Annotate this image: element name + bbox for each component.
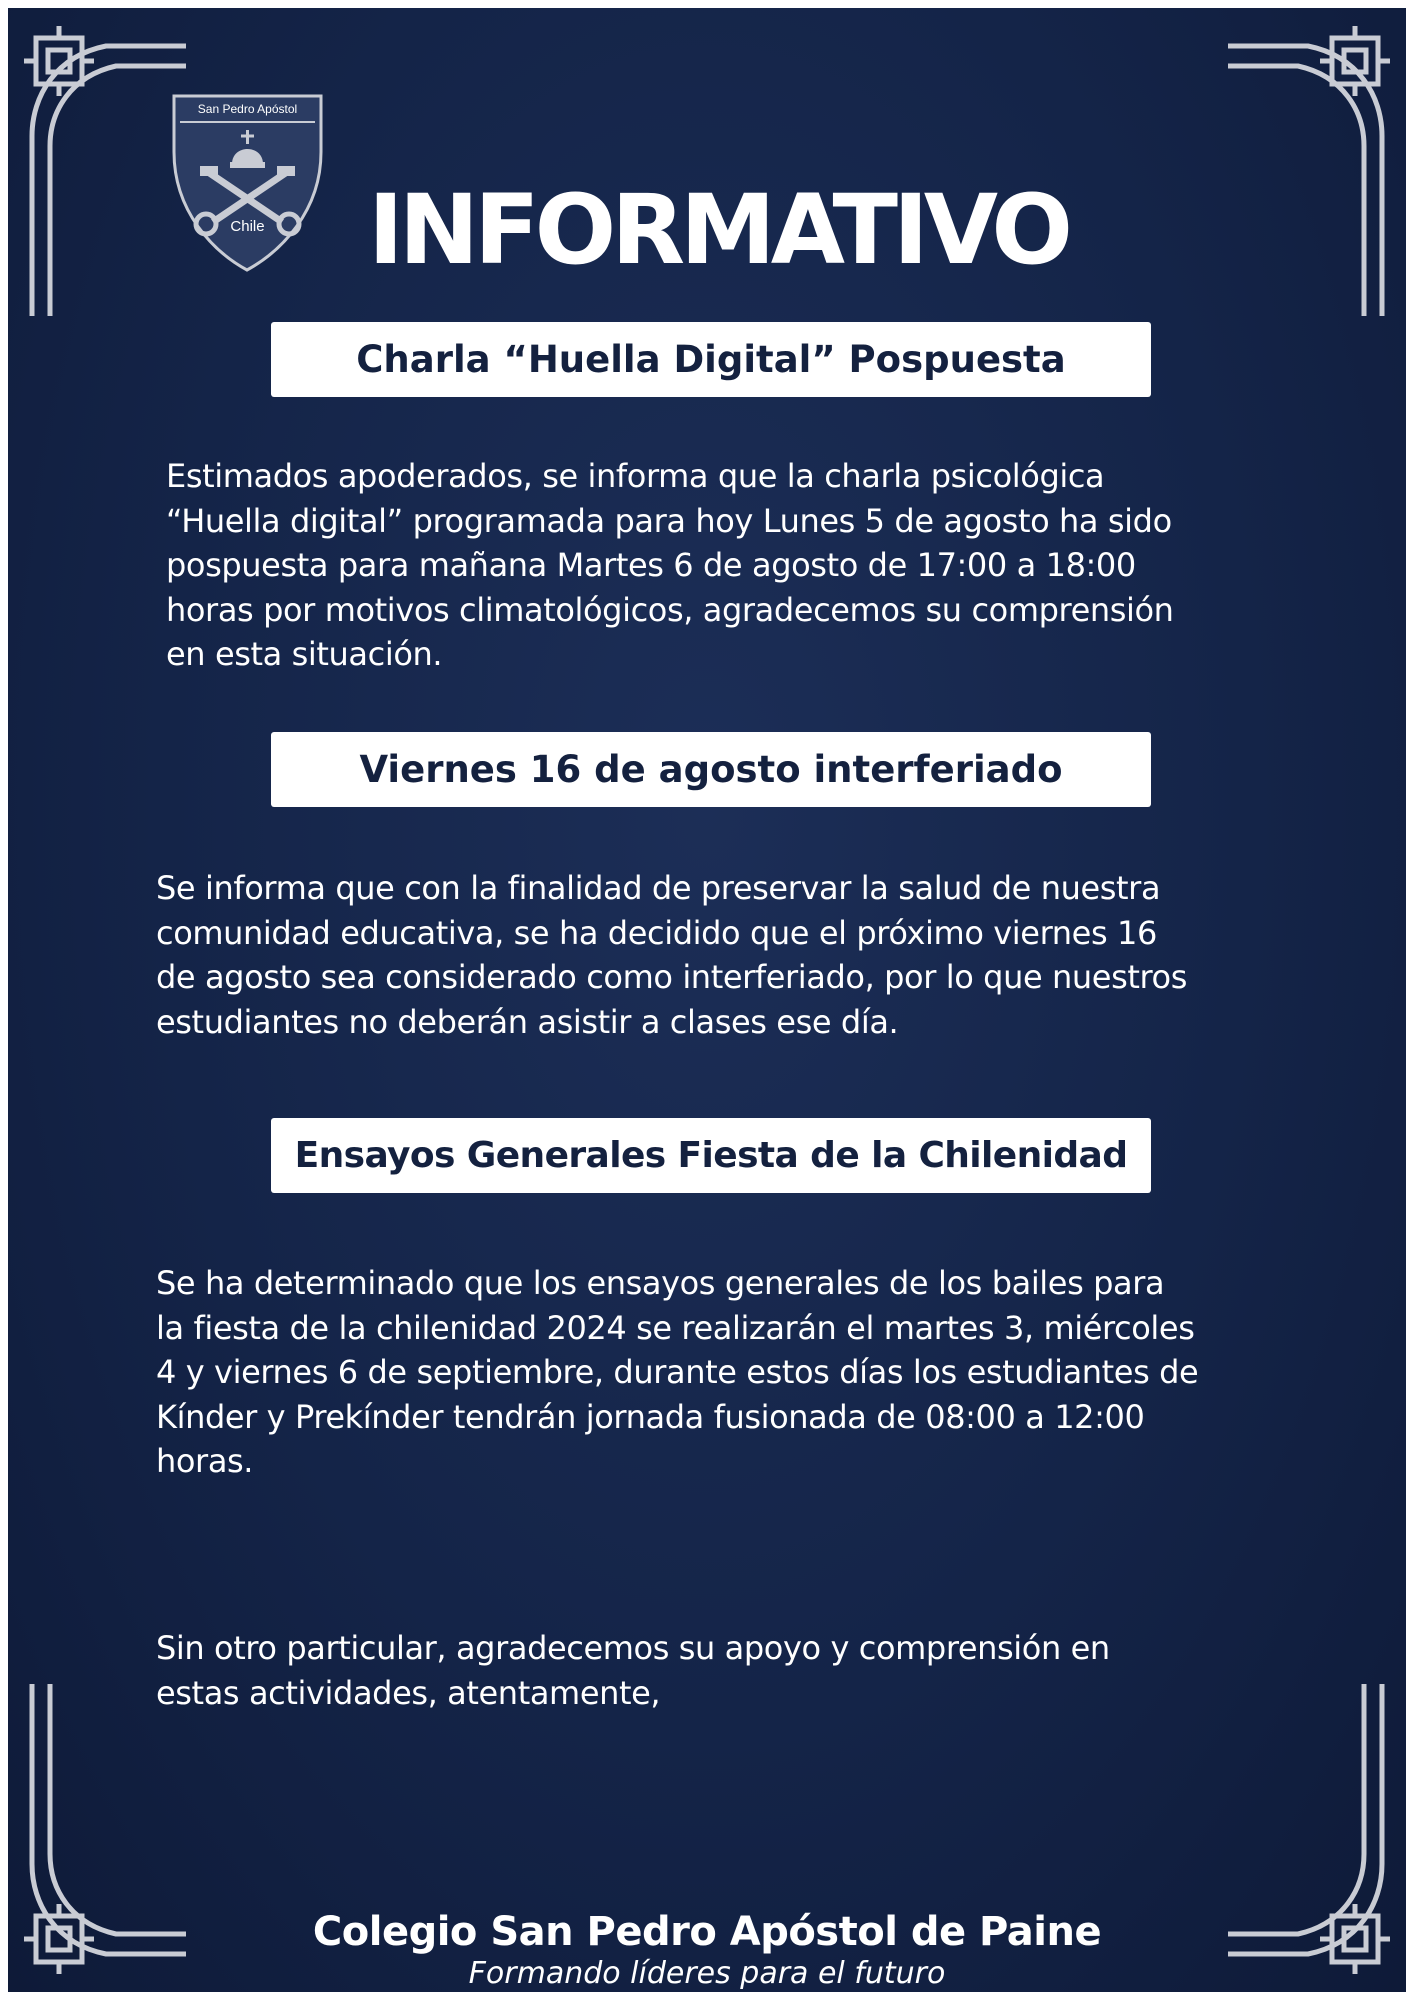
paragraph-line: Se ha determinado que los ensayos generales de los bailes para — [156, 1264, 1165, 1302]
paragraph-line: Kínder y Prekínder tendrán jornada fusionada de 08:00 a 12:00 — [156, 1397, 1145, 1436]
section-heading-ensayos: Ensayos Generales Fiesta de la Chilenidad — [271, 1118, 1151, 1193]
paragraph-line: estudiantes no deberán asistir a clases ese día. — [156, 1002, 899, 1041]
footer-motto: Formando líderes para el futuro — [468, 1956, 946, 1991]
school-crest-logo — [170, 92, 325, 274]
paragraph-line: Estimados apoderados, se informa que la charla psicológica — [166, 457, 1105, 495]
section-heading-interferiado: Viernes 16 de agosto interferiado — [271, 732, 1151, 807]
paragraph-line: Se informa que con la finalidad de preservar la salud de nuestra — [156, 869, 1161, 907]
page-title: INFORMATIVO — [368, 174, 1068, 286]
paragraph-line: horas por motivos climatológicos, agradecemos su comprensión — [166, 590, 1174, 629]
section-paragraph-charla — [166, 454, 1346, 677]
paragraph-line: “Huella digital” programada para hoy Lunes 5 de agosto ha sido — [166, 501, 1172, 540]
paragraph-line: la fiesta de la chilenidad 2024 se realizarán el martes 3, miércoles — [156, 1308, 1195, 1347]
corner-ornament-top-right — [1228, 16, 1398, 326]
paragraph-line: en esta situación. — [166, 635, 443, 673]
informative-poster — [8, 8, 1406, 1992]
closing-paragraph — [156, 1626, 1346, 1715]
section-paragraph-interferiado — [156, 866, 1346, 1044]
crest-top-text: San Pedro Apóstol — [197, 102, 298, 116]
paragraph-line: Sin otro particular, agradecemos su apoyo y comprensión en — [156, 1629, 1110, 1667]
paragraph-line: de agosto sea considerado como interferiado, por lo que nuestros — [156, 958, 1188, 996]
section-paragraph-ensayos — [156, 1261, 1346, 1484]
paragraph-line: pospuesta para mañana Martes 6 de agosto de 17:00 a 18:00 — [166, 546, 1136, 584]
footer-school-name: Colegio San Pedro Apóstol de Paine — [312, 1909, 1102, 1955]
section-heading-charla: Charla “Huella Digital” Pospuesta — [271, 322, 1151, 397]
paragraph-line: 4 y viernes 6 de septiembre, durante estos días los estudiantes de — [156, 1353, 1199, 1391]
paragraph-line: estas actividades, atentamente, — [156, 1673, 661, 1712]
crest-bottom-text: Chile — [230, 218, 265, 235]
paragraph-line: comunidad educativa, se ha decidido que el próximo viernes 16 — [156, 913, 1157, 952]
paragraph-line: horas. — [156, 1442, 254, 1480]
corner-ornament-top-left — [16, 16, 186, 326]
